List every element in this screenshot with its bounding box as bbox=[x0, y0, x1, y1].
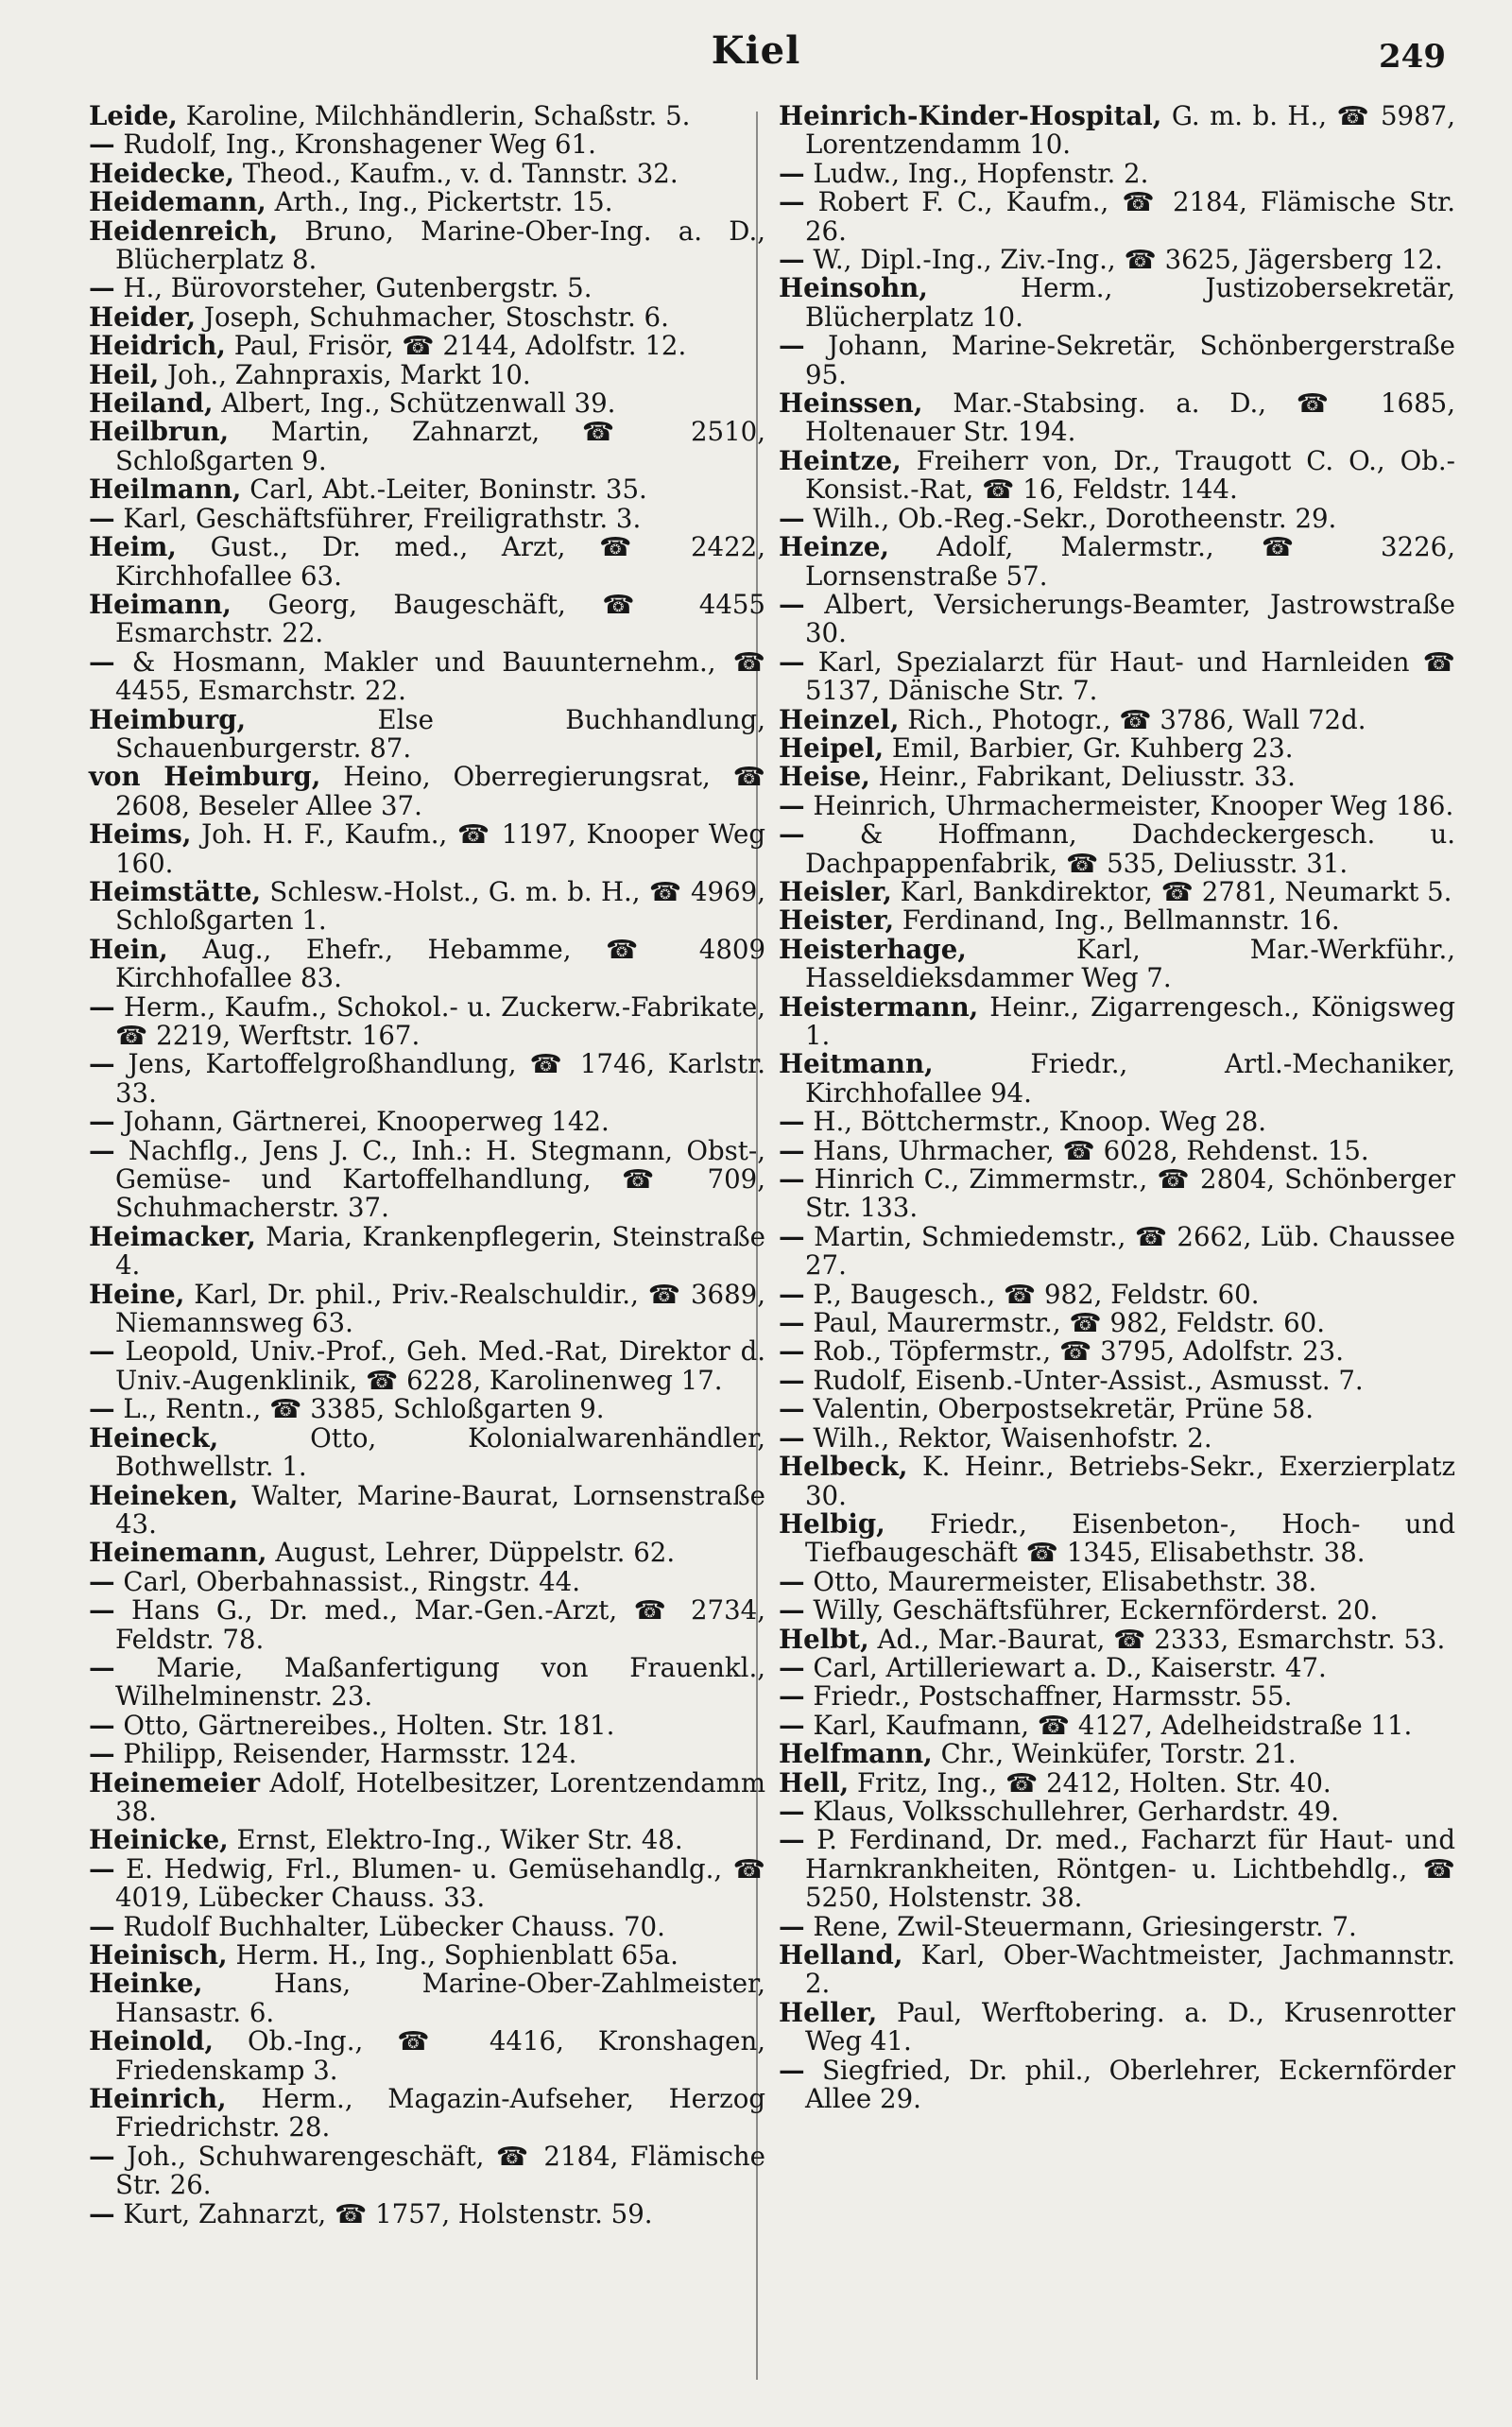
directory-entry bbox=[89, 1220, 765, 1282]
directory-entry bbox=[779, 1108, 1455, 1136]
entry-name: — bbox=[779, 244, 805, 276]
directory-entry bbox=[779, 1709, 1455, 1741]
directory-entry bbox=[779, 990, 1455, 1051]
directory-entry bbox=[89, 1651, 765, 1713]
entry-name: Heinsohn, bbox=[779, 272, 928, 304]
entry-details: G. m. b. H., ☎ 5987, Lorentzendamm 10. bbox=[805, 100, 1456, 161]
entry-name: — bbox=[779, 1565, 805, 1597]
directory-entry bbox=[779, 875, 1455, 907]
entry-details: Carl, Artilleriewart a. D., Kaiserstr. 47. bbox=[813, 1651, 1327, 1683]
directory-entry bbox=[89, 188, 765, 216]
entry-name: Heintze, bbox=[779, 444, 902, 476]
directory-entry bbox=[89, 703, 765, 764]
entry-details: Leopold, Univ.-Prof., Geh. Med.-Rat, Direktor d. Univ.-Augenklinik, ☎ 6228, Karolinenweg 17. bbox=[115, 1335, 766, 1396]
entry-name: — bbox=[89, 1393, 115, 1425]
entry-details: Walter, Marine-Baurat, Lornsenstraße 43. bbox=[115, 1479, 765, 1540]
entry-name: — bbox=[779, 1795, 805, 1827]
directory-entry bbox=[89, 1395, 765, 1423]
entry-details: & Hoffmann, Dachdeckergesch. u. Dachpappenfabrik, ☎ 535, Deliusstr. 31. bbox=[805, 818, 1455, 879]
directory-entry bbox=[779, 389, 1455, 447]
directory-entry bbox=[779, 1826, 1455, 1912]
entry-details: Rob., Töpfermstr., ☎ 3795, Adolfstr. 23. bbox=[813, 1335, 1344, 1368]
right-column bbox=[779, 102, 1455, 2113]
directory-entry bbox=[89, 1852, 765, 1914]
entry-details: Friedr., Artl.-Mechaniker, Kirchhofallee 94. bbox=[805, 1048, 1455, 1109]
entry-name: — bbox=[779, 1824, 805, 1856]
entry-name: Heim, bbox=[89, 531, 177, 563]
entry-name: — bbox=[89, 1738, 115, 1770]
entry-details: Heinr., Fabrikant, Deliusstr. 33. bbox=[878, 761, 1296, 793]
entry-name: — bbox=[779, 1421, 805, 1454]
entry-name: — bbox=[779, 1134, 805, 1166]
entry-name: Heipel, bbox=[779, 732, 885, 764]
directory-entry bbox=[779, 2054, 1455, 2115]
entry-details: Karl, Bankdirektor, ☎ 2781, Neumarkt 5. bbox=[900, 875, 1452, 907]
directory-entry bbox=[89, 157, 765, 189]
entry-name: — bbox=[779, 1220, 805, 1252]
entry-details: Bruno, Marine-Ober-Ing. a. D., Blücherplatz 8. bbox=[115, 215, 765, 276]
directory-entry bbox=[779, 502, 1455, 534]
directory-entry bbox=[779, 1364, 1455, 1396]
directory-entry bbox=[89, 1337, 765, 1395]
entry-details: Karl, Mar.-Werkführ., Hasseldieksdammer Weg 7. bbox=[805, 933, 1455, 994]
entry-details: Ernst, Elektro-Ing., Wiker Str. 48. bbox=[236, 1824, 683, 1856]
directory-entry bbox=[89, 1539, 765, 1567]
entry-details: W., Dipl.-Ing., Ziv.-Ing., ☎ 3625, Jägersberg 12. bbox=[813, 244, 1443, 276]
entry-details: Mar.-Stabsing. a. D., ☎ 1685, Holtenauer Str. 194. bbox=[805, 387, 1455, 448]
directory-entry bbox=[89, 418, 765, 475]
directory-entry bbox=[89, 1709, 765, 1741]
entry-name: Heinisch, bbox=[89, 1939, 228, 1971]
entry-details: Karl, Geschäftsführer, Freiligrathstr. 3. bbox=[123, 502, 642, 534]
entry-details: Karoline, Milchhändlerin, Schaßstr. 5. bbox=[185, 100, 691, 131]
directory-entry bbox=[779, 1278, 1455, 1310]
entry-details: Carl, Abt.-Leiter, Boninstr. 35. bbox=[249, 473, 647, 506]
directory-entry bbox=[779, 734, 1455, 763]
entry-name: — bbox=[779, 1163, 805, 1196]
entry-name: — bbox=[779, 1651, 805, 1683]
entry-details: Johann, Marine-Sekretär, Schönbergerstraße 95. bbox=[805, 330, 1455, 390]
entry-details: Hans, Marine-Ober-Zahlmeister, Hansastr. 6. bbox=[115, 1968, 765, 2028]
entry-name: Heimburg, bbox=[89, 703, 247, 735]
entry-name: — bbox=[779, 1393, 805, 1425]
entry-details: K. Heinr., Betriebs-Sekr., Exerzierplatz 30. bbox=[805, 1451, 1455, 1511]
directory-entry bbox=[89, 358, 765, 390]
entry-name: Hell, bbox=[779, 1766, 850, 1799]
entry-details: Rudolf Buchhalter, Lübecker Chauss. 70. bbox=[123, 1910, 665, 1942]
entry-name: Leide, bbox=[89, 100, 178, 131]
directory-entry bbox=[89, 1596, 765, 1654]
entry-details: Arth., Ing., Pickertstr. 15. bbox=[274, 186, 613, 218]
entry-details: Theod., Kaufm., v. d. Tannstr. 32. bbox=[242, 157, 679, 189]
entry-details: Rich., Photogr., ☎ 3786, Wall 72d. bbox=[907, 703, 1366, 735]
entry-name: — bbox=[89, 1709, 115, 1741]
entry-name: Heise, bbox=[779, 761, 870, 793]
entry-name: Heinicke, bbox=[89, 1824, 229, 1856]
directory-entry bbox=[779, 1134, 1455, 1166]
entry-name: Heimann, bbox=[89, 588, 232, 620]
entry-details: & Hosmann, Makler und Bauunternehm., ☎ 4455, Esmarchstr. 22. bbox=[115, 645, 765, 707]
entry-details: Johann, Gärtnerei, Knooperweg 142. bbox=[123, 1106, 610, 1138]
entry-name: — bbox=[779, 1364, 805, 1396]
entry-details: Adolf, Malermstr., ☎ 3226, Lornsenstraße 57. bbox=[805, 531, 1455, 592]
entry-details: E. Hedwig, Frl., Blumen- u. Gemüsehandlg., ☎ 4019, Lübecker Chauss. 33. bbox=[115, 1852, 765, 1914]
entry-name: — bbox=[779, 1335, 805, 1368]
entry-name: — bbox=[779, 1307, 805, 1339]
entry-details: Herm., Justizobersekretär, Blücherplatz 10. bbox=[805, 272, 1455, 333]
entry-details: Paul, Frisör, ☎ 2144, Adolfstr. 12. bbox=[233, 330, 687, 362]
entry-details: Georg, Baugeschäft, ☎ 4455 Esmarchstr. 22. bbox=[115, 588, 765, 649]
entry-name: Heimacker, bbox=[89, 1220, 256, 1252]
entry-name: Heimstätte, bbox=[89, 875, 262, 907]
directory-entry bbox=[89, 502, 765, 534]
directory-entry bbox=[779, 1395, 1455, 1423]
entry-details: Heino, Oberregierungsrat, ☎ 2608, Beseler Allee 37. bbox=[115, 761, 765, 821]
entry-name: Heinssen, bbox=[779, 387, 923, 420]
entry-details: Gust., Dr. med., Arzt, ☎ 2422, Kirchhofallee 63. bbox=[115, 531, 765, 592]
entry-details: Albert, Versicherungs-Beamter, Jastrowstraße 30. bbox=[805, 588, 1455, 649]
entry-name: Heinold, bbox=[89, 2025, 214, 2057]
entry-name: — bbox=[89, 1910, 115, 1942]
entry-details: Kurt, Zahnarzt, ☎ 1757, Holstenstr. 59. bbox=[123, 2197, 653, 2229]
entry-name: — bbox=[89, 1335, 115, 1368]
entry-name: — bbox=[89, 1134, 115, 1166]
directory-entry bbox=[779, 1910, 1455, 1942]
entry-name: — bbox=[779, 789, 805, 821]
entry-details: Heinr., Zigarrengesch., Königsweg 1. bbox=[805, 990, 1455, 1051]
directory-entry bbox=[89, 1910, 765, 1942]
entry-details: Marie, Maßanfertigung von Frauenkl., Wilhelminenstr. 23. bbox=[115, 1651, 765, 1713]
page-title: Kiel bbox=[711, 28, 801, 73]
entry-details: Karl, Ober-Wachtmeister, Jachmannstr. 2. bbox=[805, 1939, 1455, 2000]
directory-entry bbox=[779, 906, 1455, 935]
entry-name: — bbox=[779, 1709, 805, 1741]
directory-entry bbox=[779, 933, 1455, 994]
directory-entry bbox=[89, 389, 765, 418]
directory-entry bbox=[779, 1596, 1455, 1625]
directory-entry bbox=[779, 274, 1455, 332]
directory-entry bbox=[89, 2085, 765, 2143]
directory-entry bbox=[779, 1565, 1455, 1597]
page-number: 249 bbox=[1379, 38, 1446, 76]
directory-entry bbox=[89, 763, 765, 820]
entry-name: Heineck, bbox=[89, 1421, 219, 1454]
directory-entry bbox=[89, 1108, 765, 1136]
entry-name: Heine, bbox=[89, 1278, 185, 1310]
entry-details: Karl, Dr. phil., Priv.-Realschuldir., ☎ 3689, Niemannsweg 63. bbox=[115, 1278, 765, 1339]
entry-name: Heisterhage, bbox=[779, 933, 967, 965]
directory-entry bbox=[89, 875, 765, 937]
directory-entry bbox=[779, 645, 1455, 707]
entry-details: Willy, Geschäftsführer, Eckernförderst. 20. bbox=[813, 1594, 1379, 1627]
entry-details: Karl, Kaufmann, ☎ 4127, Adelheidstraße 11. bbox=[813, 1709, 1413, 1741]
entry-name: — bbox=[779, 1680, 805, 1713]
entry-details: Robert F. C., Kaufm., ☎ 2184, Flämische Str. 26. bbox=[805, 186, 1455, 247]
entry-name: Heidemann, bbox=[89, 186, 266, 218]
entry-name: — bbox=[779, 1910, 805, 1942]
entry-details: Fritz, Ing., ☎ 2412, Holten. Str. 40. bbox=[856, 1766, 1332, 1799]
directory-entry bbox=[89, 1970, 765, 2027]
entry-details: Wilh., Ob.-Reg.-Sekr., Dorotheenstr. 29. bbox=[813, 502, 1337, 534]
directory-entry bbox=[89, 1421, 765, 1483]
directory-entry bbox=[89, 533, 765, 591]
entry-name: — bbox=[89, 129, 115, 161]
entry-name: — bbox=[779, 1106, 805, 1138]
directory-entry bbox=[89, 1941, 765, 1970]
entry-details: Nachflg., Jens J. C., Inh.: H. Stegmann, Obst-, Gemüse- und Kartoffelhandlung, ☎ 709, Schuhmacherstr. 37. bbox=[115, 1134, 765, 1224]
directory-entry bbox=[779, 1309, 1455, 1337]
directory-entry bbox=[89, 1050, 765, 1108]
directory-entry bbox=[89, 217, 765, 275]
entry-details: Joh., Zahnpraxis, Markt 10. bbox=[166, 358, 531, 390]
entry-details: Ad., Mar.-Baurat, ☎ 2333, Esmarchstr. 53. bbox=[877, 1623, 1446, 1655]
entry-details: Heinrich, Uhrmachermeister, Knooper Weg 186. bbox=[813, 789, 1454, 821]
entry-details: Maria, Krankenpflegerin, Steinstraße 4. bbox=[115, 1220, 765, 1282]
entry-name: — bbox=[89, 1594, 115, 1627]
entry-name: — bbox=[779, 645, 805, 678]
entry-details: Paul, Werftobering. a. D., Krusenrotter Weg 41. bbox=[805, 1996, 1455, 2057]
directory-entry bbox=[89, 645, 765, 707]
directory-entry bbox=[779, 246, 1455, 274]
entry-name: von Heimburg, bbox=[89, 761, 321, 793]
directory-entry bbox=[89, 130, 765, 159]
directory-entry bbox=[89, 303, 765, 332]
entry-name: — bbox=[89, 502, 115, 534]
entry-name: Heinze, bbox=[779, 531, 890, 563]
entry-details: Ludw., Ing., Hopfenstr. 2. bbox=[813, 157, 1149, 189]
directory-entry bbox=[779, 188, 1455, 246]
entry-details: Wilh., Rektor, Waisenhofstr. 2. bbox=[813, 1421, 1212, 1454]
entry-details: Ferdinand, Ing., Bellmannstr. 16. bbox=[902, 904, 1340, 937]
entry-details: Joseph, Schuhmacher, Stoschstr. 6. bbox=[203, 301, 669, 333]
entry-name: Heitmann, bbox=[779, 1048, 934, 1080]
entry-name: Heilmann, bbox=[89, 473, 242, 506]
entry-details: Herm., Kaufm., Schokol.- u. Zuckerw.-Fabrikate, ☎ 2219, Werftstr. 167. bbox=[115, 990, 765, 1051]
entry-details: Herm. H., Ing., Sophienblatt 65a. bbox=[235, 1939, 679, 1971]
entry-details: Hans G., Dr. med., Mar.-Gen.-Arzt, ☎ 2734, Feldstr. 78. bbox=[115, 1594, 765, 1655]
entry-name: Heiland, bbox=[89, 387, 214, 420]
entry-details: Joh., Schuhwarengeschäft, ☎ 2184, Flämische Str. 26. bbox=[115, 2140, 765, 2201]
directory-entry bbox=[89, 820, 765, 878]
entry-details: August, Lehrer, Düppelstr. 62. bbox=[275, 1537, 676, 1569]
entry-name: Helbeck, bbox=[779, 1451, 908, 1483]
entry-details: Joh. H. F., Kaufm., ☎ 1197, Knooper Weg 160. bbox=[115, 818, 765, 879]
entry-name: — bbox=[89, 1048, 115, 1080]
entry-details: Rudolf, Ing., Kronshagener Weg 61. bbox=[123, 129, 596, 161]
directory-entry bbox=[779, 763, 1455, 791]
directory-entry bbox=[779, 1453, 1455, 1510]
directory-entry bbox=[89, 1826, 765, 1854]
entry-name: Helfmann, bbox=[779, 1738, 933, 1770]
directory-entry bbox=[89, 933, 766, 994]
entry-name: — bbox=[89, 1565, 115, 1597]
entry-details: H., Bürovorsteher, Gutenbergstr. 5. bbox=[123, 272, 593, 304]
entry-name: Heider, bbox=[89, 301, 197, 333]
directory-entry bbox=[89, 1134, 765, 1224]
entry-details: L., Rentn., ☎ 3385, Schloßgarten 9. bbox=[123, 1393, 605, 1425]
entry-name: Heller, bbox=[779, 1996, 878, 2028]
directory-entry bbox=[779, 1220, 1455, 1282]
entry-details: Friedr., Postschaffner, Harmsstr. 55. bbox=[813, 1680, 1293, 1713]
entry-name: Heistermann, bbox=[779, 990, 979, 1023]
entry-name: Helland, bbox=[779, 1939, 903, 1971]
directory-entry bbox=[89, 2027, 765, 2085]
entry-name: — bbox=[89, 272, 115, 304]
entry-details: Siegfried, Dr. phil., Oberlehrer, Eckernförder Allee 29. bbox=[805, 2054, 1455, 2115]
entry-details: Chr., Weinküfer, Torstr. 21. bbox=[940, 1738, 1297, 1770]
directory-entry bbox=[779, 1740, 1455, 1768]
directory-entry bbox=[89, 2197, 765, 2229]
entry-name: — bbox=[89, 1106, 115, 1138]
entry-details: Otto, Gärtnereibes., Holten. Str. 181. bbox=[123, 1709, 615, 1741]
directory-entry bbox=[779, 102, 1455, 160]
entry-details: Klaus, Volksschullehrer, Gerhardstr. 49. bbox=[813, 1795, 1340, 1827]
directory-entry bbox=[779, 588, 1455, 649]
entry-name: — bbox=[89, 645, 115, 678]
entry-name: Heinemann, bbox=[89, 1537, 267, 1569]
entry-details: Martin, Zahnarzt, ☎ 2510, Schloßgarten 9. bbox=[115, 416, 765, 476]
directory-entry bbox=[779, 157, 1455, 189]
directory-entry bbox=[89, 588, 765, 649]
entry-name: — bbox=[779, 1278, 805, 1310]
directory-entry bbox=[779, 703, 1455, 735]
entry-details: Otto, Kolonialwarenhändler, Bothwellstr. 1. bbox=[115, 1421, 765, 1483]
directory-entry bbox=[89, 1740, 765, 1768]
entry-name: Heinemeier bbox=[89, 1766, 261, 1799]
entry-name: Heinrich-Kinder-Hospital, bbox=[779, 100, 1162, 131]
entry-name: Heineken, bbox=[89, 1479, 239, 1511]
entry-name: Heisler, bbox=[779, 875, 892, 907]
directory-entry bbox=[779, 332, 1455, 389]
entry-details: P. Ferdinand, Dr. med., Facharzt für Haut- und Harnkrankheiten, Röntgen- u. Lichtbehdlg., ☎ 5250, Holstenstr. 38. bbox=[805, 1824, 1455, 1914]
entry-name: — bbox=[779, 330, 805, 362]
directory-entry bbox=[779, 533, 1455, 591]
entry-name: Heidrich, bbox=[89, 330, 226, 362]
entry-details: Valentin, Oberpostsekretär, Prüne 58. bbox=[813, 1393, 1314, 1425]
entry-name: — bbox=[779, 186, 805, 218]
entry-name: Heinrich, bbox=[89, 2083, 227, 2115]
entry-details: H., Böttchermstr., Knoop. Weg 28. bbox=[813, 1106, 1267, 1138]
directory-entry bbox=[89, 1278, 765, 1339]
directory-entry bbox=[89, 332, 765, 360]
entry-details: Otto, Maurermeister, Elisabethstr. 38. bbox=[813, 1565, 1317, 1597]
entry-details: Emil, Barbier, Gr. Kuhberg 23. bbox=[891, 732, 1294, 764]
entry-name: Heidecke, bbox=[89, 157, 235, 189]
directory-entry bbox=[89, 1565, 765, 1597]
entry-details: Aug., Ehefr., Hebamme, ☎ 4809 Kirchhofallee 83. bbox=[115, 933, 766, 994]
entry-details: Martin, Schmiedemstr., ☎ 2662, Lüb. Chaussee 27. bbox=[805, 1220, 1455, 1282]
entry-details: Karl, Spezialarzt für Haut- und Harnleiden ☎ 5137, Dänische Str. 7. bbox=[805, 645, 1455, 707]
directory-entry bbox=[779, 1766, 1455, 1799]
directory-entry bbox=[779, 1996, 1455, 2057]
directory-entry bbox=[89, 475, 765, 504]
entry-name: — bbox=[779, 502, 805, 534]
entry-name: Hein, bbox=[89, 933, 168, 965]
entry-name: Heilbrun, bbox=[89, 416, 230, 448]
entry-name: — bbox=[779, 1594, 805, 1627]
entry-name: — bbox=[779, 157, 805, 189]
directory-entry bbox=[779, 1421, 1455, 1454]
entry-details: Adolf, Hotelbesitzer, Lorentzendamm 38. bbox=[115, 1766, 766, 1827]
directory-entry bbox=[779, 1337, 1455, 1366]
directory-entry bbox=[779, 1795, 1455, 1827]
entry-name: — bbox=[89, 990, 115, 1023]
directory-entry bbox=[89, 274, 765, 302]
entry-name: Heinzel, bbox=[779, 703, 900, 735]
entry-name: Heil, bbox=[89, 358, 160, 390]
entry-details: Rudolf, Eisenb.-Unter-Assist., Asmusst. 7. bbox=[813, 1364, 1364, 1396]
directory-entry bbox=[89, 1479, 765, 1540]
directory-entry bbox=[89, 2140, 765, 2201]
directory-entry bbox=[779, 1623, 1455, 1655]
entry-name: — bbox=[779, 818, 805, 851]
directory-entry bbox=[779, 1941, 1455, 1999]
entry-name: — bbox=[779, 2054, 805, 2086]
directory-entry bbox=[779, 789, 1455, 821]
directory-entry bbox=[779, 1507, 1455, 1569]
directory-entry bbox=[779, 1165, 1455, 1223]
left-column bbox=[89, 102, 765, 2229]
entry-details: Philipp, Reisender, Harmsstr. 124. bbox=[123, 1738, 577, 1770]
directory-entry bbox=[779, 444, 1455, 506]
directory-entry bbox=[89, 990, 765, 1051]
entry-details: Hans, Uhrmacher, ☎ 6028, Rehdenst. 15. bbox=[813, 1134, 1369, 1166]
entry-details: Freiherr von, Dr., Traugott C. O., Ob.-Konsist.-Rat, ☎ 16, Feldstr. 144. bbox=[805, 444, 1455, 506]
entry-details: Carl, Oberbahnassist., Ringstr. 44. bbox=[123, 1565, 580, 1597]
entry-details: Jens, Kartoffelgroßhandlung, ☎ 1746, Karlstr. 33. bbox=[115, 1048, 765, 1109]
entry-name: Heims, bbox=[89, 818, 192, 851]
directory-entry bbox=[779, 820, 1455, 878]
entry-details: Hinrich C., Zimmermstr., ☎ 2804, Schönberger Str. 133. bbox=[805, 1163, 1455, 1224]
entry-name: Heister, bbox=[779, 904, 895, 937]
entry-name: Helbt, bbox=[779, 1623, 869, 1655]
entry-name: — bbox=[89, 1852, 115, 1885]
entry-name: — bbox=[89, 2140, 115, 2172]
entry-name: Heidenreich, bbox=[89, 215, 279, 247]
entry-details: Rene, Zwil-Steuermann, Griesingerstr. 7. bbox=[813, 1910, 1357, 1942]
entry-details: Albert, Ing., Schützenwall 39. bbox=[221, 387, 616, 420]
entry-details: Paul, Maurermstr., ☎ 982, Feldstr. 60. bbox=[813, 1307, 1326, 1339]
directory-entry bbox=[779, 1050, 1455, 1108]
entry-name: — bbox=[89, 2197, 115, 2229]
directory-entry bbox=[779, 1651, 1455, 1683]
entry-name: Helbig, bbox=[779, 1507, 885, 1540]
entry-details: Ob.-Ing., ☎ 4416, Kronshagen, Friedenskamp 3. bbox=[115, 2025, 765, 2086]
directory-entry bbox=[89, 1766, 766, 1827]
directory-entry bbox=[89, 102, 765, 130]
entry-details: Else Buchhandlung, Schauenburgerstr. 87. bbox=[115, 703, 765, 764]
entry-name: — bbox=[89, 1651, 115, 1683]
entry-name: Heinke, bbox=[89, 1968, 203, 2000]
entry-details: P., Baugesch., ☎ 982, Feldstr. 60. bbox=[813, 1278, 1260, 1310]
entry-details: Schlesw.-Holst., G. m. b. H., ☎ 4969, Schloßgarten 1. bbox=[115, 875, 765, 937]
directory-entry bbox=[779, 1682, 1455, 1711]
entry-name: — bbox=[779, 588, 805, 620]
entry-details: Friedr., Eisenbeton-, Hoch- und Tiefbaugeschäft ☎ 1345, Elisabethstr. 38. bbox=[805, 1507, 1455, 1569]
entry-details: Herm., Magazin-Aufseher, Herzog Friedrichstr. 28. bbox=[115, 2083, 765, 2143]
